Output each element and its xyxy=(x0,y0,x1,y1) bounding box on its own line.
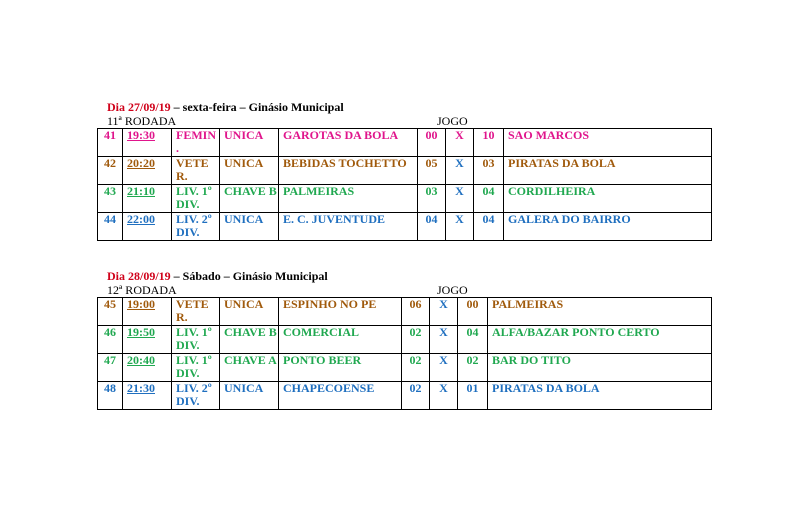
group: UNICA xyxy=(220,129,279,157)
away-score: 02 xyxy=(458,354,488,382)
game-number: 46 xyxy=(98,326,123,354)
table-row xyxy=(98,157,712,185)
category: LIV. 2º DIV. xyxy=(172,213,220,241)
home-score: 04 xyxy=(418,213,446,241)
group: CHAVE A xyxy=(220,354,279,382)
home-score: 00 xyxy=(418,129,446,157)
home-team: COMERCIAL xyxy=(279,326,402,354)
home-team: PONTO BEER xyxy=(279,354,402,382)
table-row xyxy=(98,354,712,382)
game-time: 19:30 xyxy=(123,129,172,157)
away-team: PIRATAS DA BOLA xyxy=(504,157,712,185)
versus-mark: X xyxy=(446,129,474,157)
schedule-section-2 xyxy=(97,269,711,410)
away-score: 04 xyxy=(474,185,504,213)
away-score: 10 xyxy=(474,129,504,157)
day-details: – sexta-feira – Ginásio Municipal xyxy=(170,100,344,114)
table-row xyxy=(98,185,712,213)
group: UNICA xyxy=(220,213,279,241)
day-date: Dia 28/09/19 xyxy=(107,269,171,283)
game-time: 21:10 xyxy=(123,185,172,213)
home-score: 03 xyxy=(418,185,446,213)
home-score: 06 xyxy=(402,298,430,326)
day-date: Dia 27/09/19 xyxy=(107,100,171,114)
away-team: PALMEIRAS xyxy=(488,298,712,326)
away-team: PIRATAS DA BOLA xyxy=(488,382,712,410)
home-team: CHAPECOENSE xyxy=(279,382,402,410)
versus-mark: X xyxy=(430,298,458,326)
home-team: E. C. JUVENTUDE xyxy=(279,213,418,241)
table-row xyxy=(98,382,712,410)
versus-mark: X xyxy=(446,213,474,241)
round-heading xyxy=(97,114,711,128)
versus-mark: X xyxy=(430,354,458,382)
game-number: 48 xyxy=(98,382,123,410)
category: LIV. 1º DIV. xyxy=(172,354,220,382)
game-number: 45 xyxy=(98,298,123,326)
versus-mark: X xyxy=(430,326,458,354)
game-number: 43 xyxy=(98,185,123,213)
category: LIV. 1º DIV. xyxy=(172,326,220,354)
away-score: 00 xyxy=(458,298,488,326)
game-time: 20:40 xyxy=(123,354,172,382)
game-time: 22:00 xyxy=(123,213,172,241)
category: LIV. 2º DIV. xyxy=(172,382,220,410)
category: VETE R. xyxy=(172,157,220,185)
jogo-label: JOGO xyxy=(437,114,468,128)
away-score: 04 xyxy=(474,213,504,241)
table-row xyxy=(98,326,712,354)
home-team: BEBIDAS TOCHETTO xyxy=(279,157,418,185)
home-team: PALMEIRAS xyxy=(279,185,418,213)
home-score: 02 xyxy=(402,382,430,410)
round-label: 12ª RODADA xyxy=(107,283,177,297)
away-team: ALFA/BAZAR PONTO CERTO xyxy=(488,326,712,354)
game-time: 21:30 xyxy=(123,382,172,410)
group: UNICA xyxy=(220,157,279,185)
game-time: 19:00 xyxy=(123,298,172,326)
day-heading xyxy=(97,269,711,283)
category: LIV. 1º DIV. xyxy=(172,185,220,213)
away-score: 03 xyxy=(474,157,504,185)
versus-mark: X xyxy=(446,157,474,185)
game-time: 20:20 xyxy=(123,157,172,185)
home-score: 02 xyxy=(402,354,430,382)
group: UNICA xyxy=(220,298,279,326)
versus-mark: X xyxy=(446,185,474,213)
versus-mark: X xyxy=(430,382,458,410)
games-table xyxy=(97,128,712,241)
round-heading xyxy=(97,283,711,297)
day-details: – Sábado – Ginásio Municipal xyxy=(170,269,328,283)
table-row xyxy=(98,213,712,241)
away-team: SAO MARCOS xyxy=(504,129,712,157)
round-label: 11ª RODADA xyxy=(107,114,177,128)
jogo-label: JOGO xyxy=(437,283,468,297)
away-team: GALERA DO BAIRRO xyxy=(504,213,712,241)
home-team: ESPINHO NO PE xyxy=(279,298,402,326)
table-row xyxy=(98,298,712,326)
away-score: 04 xyxy=(458,326,488,354)
group: UNICA xyxy=(220,382,279,410)
game-number: 41 xyxy=(98,129,123,157)
group: CHAVE B xyxy=(220,326,279,354)
game-number: 42 xyxy=(98,157,123,185)
home-score: 05 xyxy=(418,157,446,185)
table-row xyxy=(98,129,712,157)
away-team: CORDILHEIRA xyxy=(504,185,712,213)
home-team: GAROTAS DA BOLA xyxy=(279,129,418,157)
away-team: BAR DO TITO xyxy=(488,354,712,382)
away-score: 01 xyxy=(458,382,488,410)
games-table xyxy=(97,297,712,410)
group: CHAVE B xyxy=(220,185,279,213)
game-time: 19:50 xyxy=(123,326,172,354)
home-score: 02 xyxy=(402,326,430,354)
game-number: 44 xyxy=(98,213,123,241)
category: FEMIN . xyxy=(172,129,220,157)
game-number: 47 xyxy=(98,354,123,382)
schedule-section-1 xyxy=(97,100,711,241)
day-heading xyxy=(97,100,711,114)
category: VETE R. xyxy=(172,298,220,326)
